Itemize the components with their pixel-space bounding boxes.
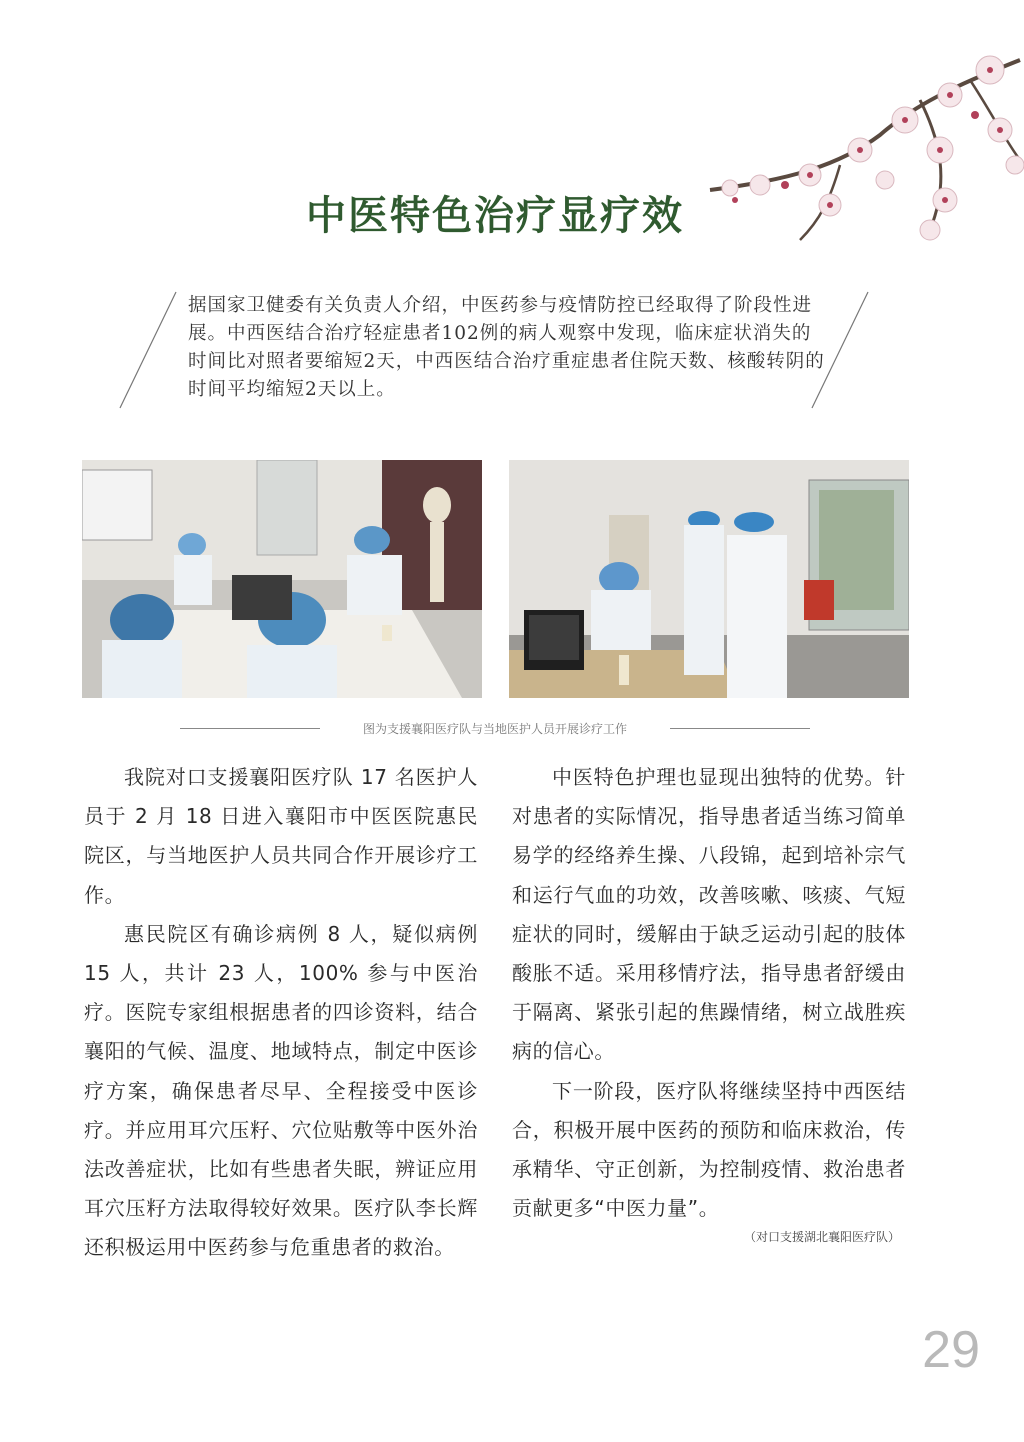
lead-left-slash: [118, 290, 178, 410]
article-lead: 据国家卫健委有关负责人介绍，中医药参与疫情防控已经取得了阶段性进展。中西医结合治疗轻症患者102例的病人观察中发现，临床症状消失的时间比对照者要缩短2天，中西医结合治疗重症患者住院天数、核酸转阴的时间平均缩短2天以上。: [188, 295, 825, 400]
right-column: [512, 758, 906, 1228]
photo-caption: 图为支援襄阳医疗队与当地医护人员开展诊疗工作: [362, 722, 627, 736]
photo-computer-desk: [509, 460, 909, 698]
page-number: 29: [922, 1321, 980, 1379]
left-column: [84, 758, 478, 1268]
caption-right-rule: [670, 728, 810, 729]
left-paragraph-2: 惠民院区有确诊病例 8 人，疑似病例 15 人，共计 23 人，100% 参与中医治疗。医院专家组根据患者的四诊资料，结合襄阳的气候、温度、地域特点，制定中医诊疗方案，确保患者尽早、全程接受中医诊疗。并应用耳穴压籽、穴位贴敷等中医外治法改善症状，比如有些患者失眠，辨证应用耳穴压籽方法取得较好效果。医疗队李长辉还积极运用中医药参与危重患者的救治。: [84, 921, 478, 1260]
photo-consultation-room: [82, 460, 482, 698]
left-paragraph-1: 我院对口支援襄阳医疗队 17 名医护人员于 2 月 18 日进入襄阳市中医医院惠民院区，与当地医护人员共同合作开展诊疗工作。: [84, 765, 478, 907]
article-source: （对口支援湖北襄阳医疗队）: [743, 1230, 900, 1244]
right-paragraph-1: 中医特色护理也显现出独特的优势。针对患者的实际情况，指导患者适当练习简单易学的经络养生操、八段锦，起到培补宗气和运行气血的功效，改善咳嗽、咳痰、气短症状的同时，缓解由于缺乏运动引起的肢体酸胀不适。采用移情疗法，指导患者舒缓由于隔离、紧张引起的焦躁情绪，树立战胜疾病的信心。: [512, 765, 906, 1064]
article-title: 中医特色治疗显疗效: [306, 192, 684, 239]
photo-caption-row: [180, 720, 810, 738]
right-paragraph-2: 下一阶段，医疗队将继续坚持中西医结合，积极开展中医药的预防和临床救治，传承精华、守正创新，为控制疫情、救治患者贡献更多“中医力量”。: [512, 1078, 906, 1221]
